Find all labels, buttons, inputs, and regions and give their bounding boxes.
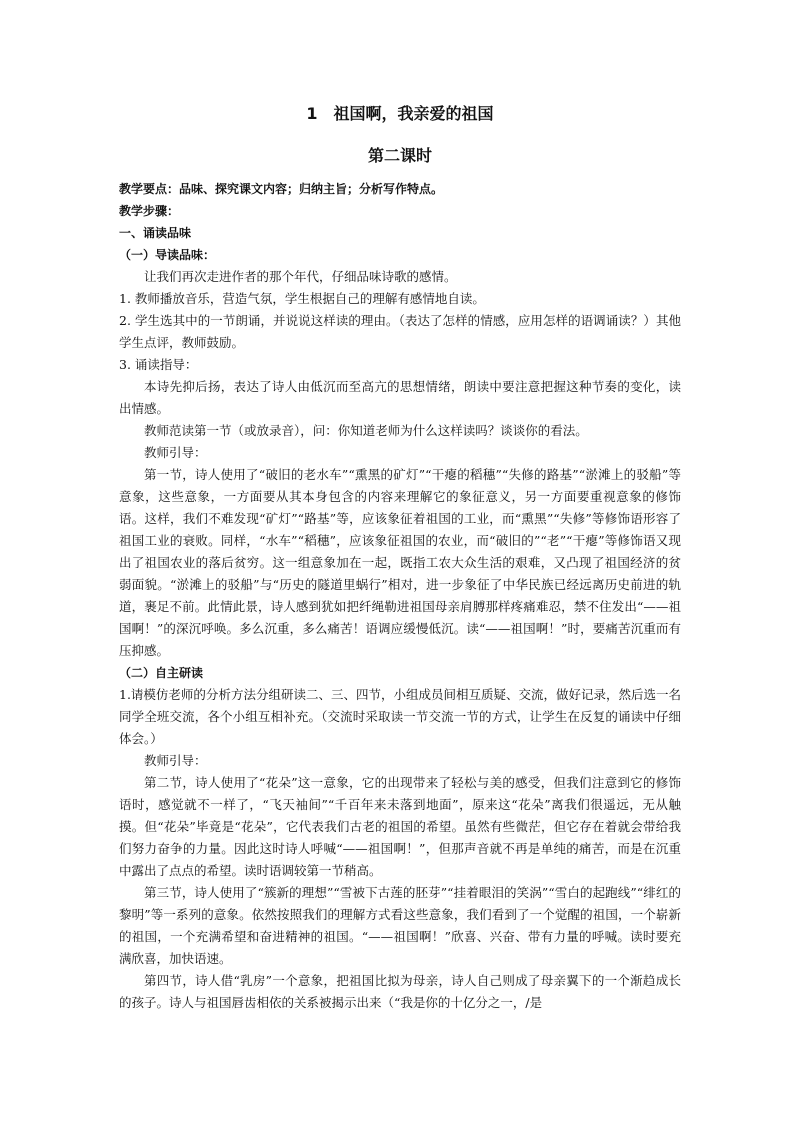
section2-analysis: 第二节，诗人使用了“花朵”这一意象，它的出现带来了轻松与美的感受，但我们注意到它的修饰语时，感觉就不一样了，“飞天袖间”“千百年来未落到地面”，原来这“花朵”离我们很遥远，无从触摸。但“花朵”毕竟是“花朵”，它代表我们古老的祖国的希望。虽然有些微茫，但它存在着就会带给我们努力奋争的力量。因此这时诗人呼喊“——祖国啊！”，但那声音就不再是单纯的痛苦，而是在沉重中露出了点点的希望。读时语调较第一节稍高。 [119,775,681,878]
section4-analysis: 第四节，诗人借“乳房”一个意象，把祖国比拟为母亲，诗人自己则成了母亲翼下的一个渐趋成长的孩子。诗人与祖国唇齿相依的关系被揭示出来（“我是你的十亿分之一，/是 [119,973,681,1010]
steps-label: 教学步骤： [119,204,180,218]
guide-paragraph: 本诗先抑后扬，表达了诗人由低沉而至高亢的思想情绪，朗读中要注意把握这种节奏的变化，读出情感。 [119,379,681,416]
step-item-2: 2. 学生选其中的一节朗诵，并说说这样读的理由。（表达了怎样的情感，应用怎样的语调诵读？）其他学生点评，教师鼓励。 [119,313,681,350]
step-item-3: 3. 诵读指导： [119,357,198,372]
section1-analysis: 第一节，诗人使用了“破旧的老水车”“熏黑的矿灯”“干瘪的稻穗”“失修的路基”“淤滩上的驳船”等意象，这些意象，一方面要从其本身包含的内容来理解它的象征意义，另一方面要重视意象的修饰语。这样，我们不难发现“矿灯”“路基”等，应该象征着祖国的工业，而“熏黑”“失修”等修饰语形容了祖国工业的衰败。同样，“水车”“稻穗”，应该象征祖国的农业，而“破旧的”“老”“干瘪”等修饰语又现出了祖国农业的落后贫穷。这一组意象加在一起，既指工农大众生活的艰难，又凸现了祖国经济的贫弱面貌。“淤滩上的驳船”与“历史的隧道里蜗行”相对，进一步象征了中华民族已经远离历史前进的轨道，裹足不前。此情此景，诗人感到犹如把纤绳勒进祖国母亲肩膊那样疼痛难忍，禁不住发出“——祖国啊！”的深沉呼唤。多么沉重，多么痛苦！语调应缓慢低沉。读“——祖国啊！”时，要痛苦沉重而有压抑感。 [119,467,681,658]
teacher-guide-label-2: 教师引导： [144,753,207,768]
subsection-heading-2: （二）自主研读 [119,666,204,680]
teacher-guide-label-1: 教师引导： [144,445,207,460]
section-heading-1: 一、诵读品味 [119,226,192,240]
demo-paragraph: 教师范读第一节（或放录音），问：你知道老师为什么这样读吗？谈谈你的看法。 [144,423,588,438]
document-page [119,104,681,1014]
step-item-1: 1. 教师播放音乐，营造气氛，学生根据自己的理解有感情地自读。 [119,291,485,306]
section3-analysis: 第三节，诗人使用了“簇新的理想”“雪被下古莲的胚芽”“挂着眼泪的笑涡”“雪白的起跑线”“绯红的黎明”等一系列的意象。依然按照我们的理解方式看这些意象，我们看到了一个觉醒的祖国，一个崭新的祖国，一个充满希望和奋进精神的祖国。“——祖国啊！”欣喜、兴奋、带有力量的呼喊。读时要充满欣喜，加快语速。 [119,885,681,966]
study-item-1: 1.请模仿老师的分析方法分组研读二、三、四节，小组成员间相互质疑、交流，做好记录，然后选一名同学全班交流，各个小组互相补充。（交流时采取读一节交流一节的方式，让学生在反复的诵读中仔细体会。） [119,687,681,746]
lesson-subtitle: 第二课时 [367,146,432,165]
lesson-title: 1 祖国啊，我亲爱的祖国 [306,104,494,123]
key-points: 教学要点：品味、探究课文内容；归纳主旨；分析写作特点。 [119,182,444,196]
intro-paragraph: 让我们再次走进作者的那个年代，仔细品味诗歌的感情。 [144,269,457,284]
subsection-heading-1: （一）导读品味： [119,248,216,262]
